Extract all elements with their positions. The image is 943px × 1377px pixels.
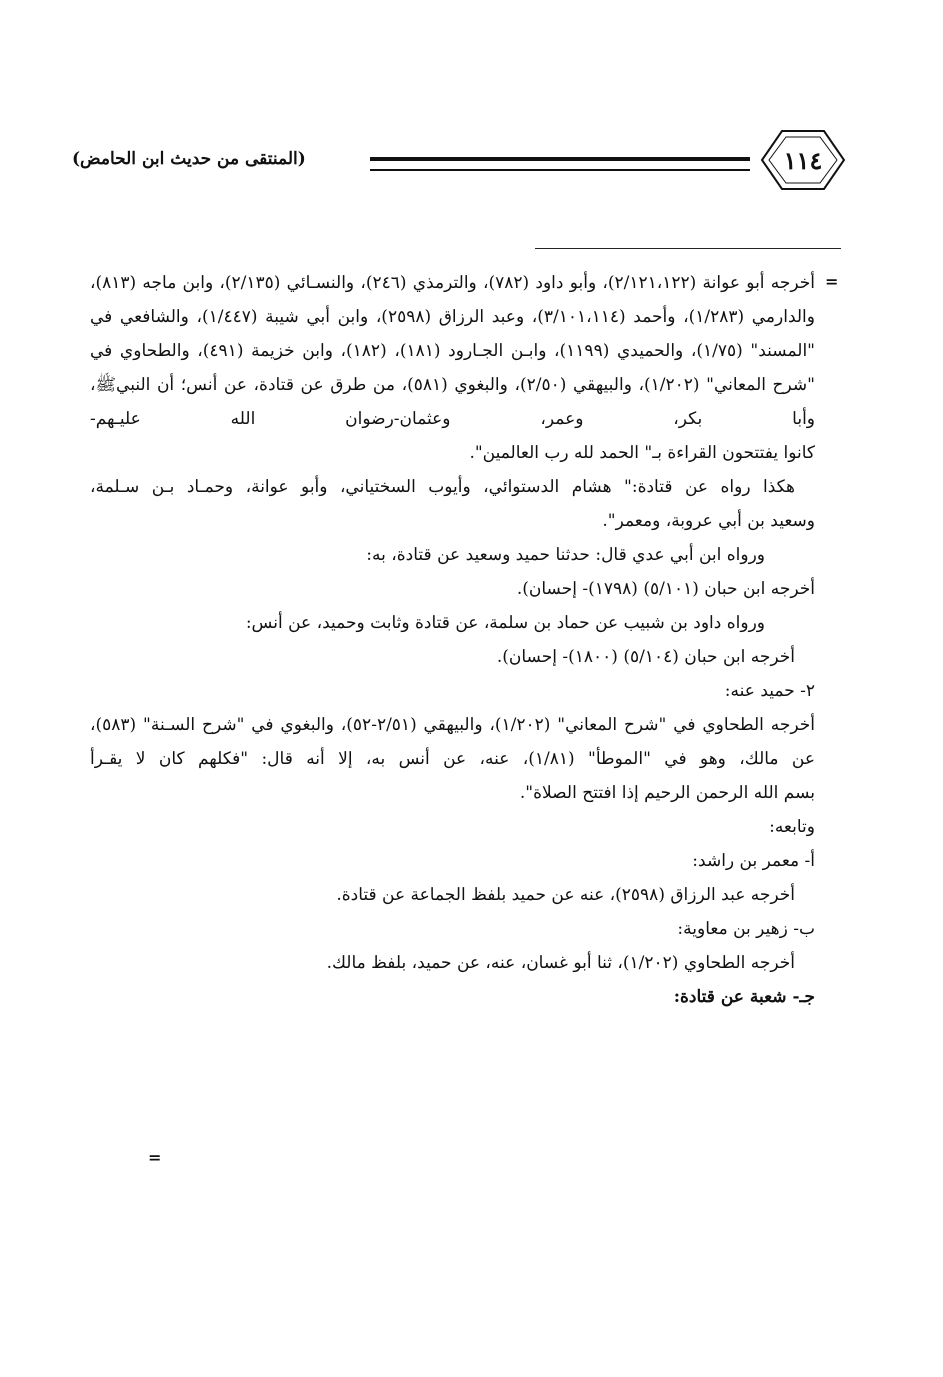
subsection-b-title: ب- زهير بن معاوية: xyxy=(677,919,815,939)
paragraph-tahawi-end: بسم الله الرحمن الرحيم إذا افتتح الصلاة". xyxy=(519,783,815,803)
footnote-separator xyxy=(535,248,841,249)
paragraph-dawud: ورواه داود بن شبيب عن حماد بن سلمة، عن قتادة وثابت وحميد، عن أنس: xyxy=(245,613,765,633)
subsection-b-text: أخرجه الطحاوي (١/٢٠٢)، ثنا أبو غسان، عنه، عن حميد، بلفظ مالك. xyxy=(326,953,795,973)
continuation-mark-bottom: = xyxy=(148,1148,162,1167)
book-title: (المنتقى من حديث ابن الحامض) xyxy=(72,149,306,169)
subsection-a-title: أ- معمر بن راشد: xyxy=(692,851,815,871)
paragraph-takhrij-end: كانوا يفتتحون القراءة بـ" الحمد لله رب العالمين". xyxy=(469,443,815,463)
subsection-a-text: أخرجه عبد الرزاق (٢٥٩٨)، عنه عن حميد بلفظ الجماعة عن قتادة. xyxy=(336,885,795,905)
paragraph-ibn-hibban-2: أخرجه ابن حبان (٥/١٠٤) (١٨٠٠)- إحسان). xyxy=(496,647,795,667)
page-header xyxy=(70,126,850,196)
paragraph-ibn-hibban-1: أخرجه ابن حبان (٥/١٠١) (١٧٩٨)- إحسان). xyxy=(516,579,815,599)
paragraph-takhrij: أخرجه أبو عوانة (٢/١٢١،١٢٢)، وأبو داود (٧٨٢)، والترمذي (٢٤٦)، والنسـائي (٢/١٣٥)، وابن ماجه (٨١٣)، والدارمي (١/٢٨٣)، وأحمد (٣/١٠١،١١٤)، وعبد الرزاق (٢٥٩٨)، وابن أبي شيبة (١/٤٤٧)، والشافعي في "المسند" (١/٧٥)، والحميدي (١١٩٩)، وابـن الجـارود (١٨١)، (١٨٢)، وابن خزيمة (٤٩١)، والطحاوي في "شرح المعاني" (١/٢٠٢)، والبيهقي (٢/٥٠)، والبغوي (٥٨١)، من طرق عن قتادة، عن أنس؛ أن النبيﷺ، وأبا بكر، وعمر، وعثمان-رضوان الله عليـهم- xyxy=(90,273,816,429)
paragraph-ibn-abi-adi: ورواه ابن أبي عدي قال: حدثنا حميد وسعيد عن قتادة، به: xyxy=(366,545,765,565)
followed-by-label: وتابعه: xyxy=(769,817,815,837)
subsection-c-title: جـ- شعبة عن قتادة: xyxy=(673,987,815,1007)
paragraph-narrators-end: وسعيد بن أبي عروبة، ومعمر". xyxy=(602,511,815,531)
page-body xyxy=(90,266,815,1014)
header-rule xyxy=(370,157,750,171)
section-title-humaid: ٢- حميد عنه: xyxy=(724,681,815,701)
page-number: ١١٤ xyxy=(783,146,823,175)
page-number-badge xyxy=(760,128,846,192)
paragraph-narrators: هكذا رواه عن قتادة:" هشام الدستوائي، وأيوب السختياني، وأبو عوانة، وحمـاد بـن سـلمة، xyxy=(90,477,795,497)
continuation-mark-top: = xyxy=(825,272,839,291)
paragraph-tahawi: أخرجه الطحاوي في "شرح المعاني" (١/٢٠٢)، والبيهقي (٢/٥١-٥٢)، والبغوي في "شرح السـنة" (٥٨٣)، عن مالك، وهو في "الموطأ" (١/٨١)، عنه، عن أنس به، إلا أنه قال: "فكلهم كان لا يقـرأ xyxy=(90,715,815,769)
